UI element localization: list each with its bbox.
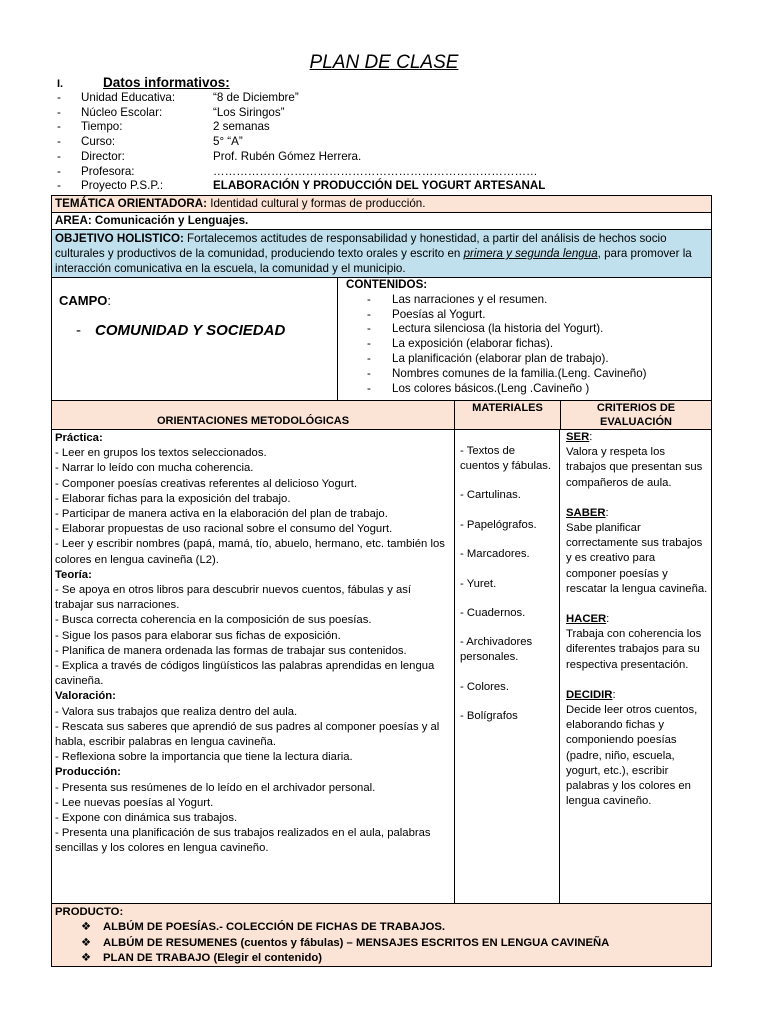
producto-text: ALBÚM DE POESÍAS.- COLECCIÓN DE FICHAS DE TRABAJOS. [103,921,446,934]
material-item: - Textos de cuentos y fábulas. [460,445,552,472]
orientacion-item: - Participar de manera activa en la elaboración del plan de trabajo. [55,508,388,521]
orientacion-item: - Elaborar propuestas de uso racional sobre el consumo del Yogurt. [55,523,393,536]
tematica-label: TEMÁTICA ORIENTADORA: [55,197,207,210]
orientacion-item: - Valora sus trabajos que realiza dentro del aula. [55,705,298,718]
orientacion-item: - Componer poesías creativas referentes al delicioso Yogurt. [55,477,358,490]
datos-label: Curso: [81,135,116,149]
criterio-label: DECIDIR [566,688,613,701]
producto-item [55,951,708,966]
datos-dash: - [57,149,61,163]
campo-contenidos-row [52,278,711,401]
material-item: - Colores. [460,680,509,693]
criterio-text: Trabaja con coherencia los diferentes trabajos para su respectiva presentación. [566,628,702,671]
contenidos-list [346,293,711,397]
contenido-dash: - [367,351,371,365]
contenido-item [346,322,711,337]
datos-label: Núcleo Escolar: [81,105,163,119]
producto-heading: PRODUCTO: [55,906,124,918]
criterio-label: SER [566,431,590,443]
criterio-block [566,506,708,597]
contenido-dash: - [367,381,371,395]
criterio-heading [566,430,708,445]
contenido-dash: - [367,322,371,336]
objetivo-text-1: Fortalecemos actitudes de responsabilidad y honestidad, a partir del análisis de hechos socio culturales y productivos de la comunidad, produciendo texto orales y escrito en [55,232,667,260]
contenidos-heading: CONTENIDOS: [346,278,428,291]
datos-dash: - [57,91,61,104]
contenidos-cell [338,278,711,400]
criterio-heading [566,688,708,703]
orientacion-item: - Lee nuevas poesías al Yogurt. [55,796,214,809]
tematica-text: Identidad cultural y formas de producción. [207,197,426,210]
orientacion-item: - Presenta una planificación de sus trabajos realizados en el aula, palabras sencillas y los colores en lengua cavineño. [55,827,431,855]
criterio-colon: : [589,431,593,443]
campo-value: - COMUNIDAD Y SOCIEDAD [76,322,286,339]
material-item: - Papelógrafos. [460,518,537,531]
diamond-bullet-icon: ❖ [81,952,92,965]
campo-label: CAMPO: [59,293,112,308]
material-item: - Archivadores personales. [460,636,533,664]
area-row [52,213,711,230]
datos-row [57,120,717,135]
orientacion-item: - Se apoya en otros libros para descubrir nuevos cuentos, fábulas y así trabajar sus narraciones. [55,584,412,612]
diamond-bullet-icon: ❖ [81,936,92,949]
datos-value: ELABORACIÓN Y PRODUCCIÓN DEL YOGURT ARTESANAL [213,179,546,193]
orientacion-item: - Rescata sus saberes que aprendió de sus padres al componer poesías y al habla, escribir palabras en lengua cavineña. [55,720,440,749]
datos-value: Prof. Rubén Gómez Herrera. [213,149,362,163]
criterio-heading [566,612,708,627]
criterio-text: Valora y respeta los trabajos que presentan sus compañeros de aula. [566,446,703,489]
section-numeral: I. [57,78,64,90]
orientacion-item: - Leer y escribir nombres (papá, mamá, tío, abuelo, hermano, etc. también los colores en lengua cavineña (L2). [55,538,445,566]
orientacion-item: - Narrar lo leído con mucha coherencia. [55,462,254,475]
datos-dash: - [57,120,61,134]
criterio-text: Sabe planificar correctamente sus trabajos y es creativo para componer poesías y rescatar la lengua cavineña. [566,522,708,595]
orientacion-section-label: Valoración: [55,690,116,703]
orientacion-item: - Leer en grupos los textos seleccionados. [55,447,267,460]
datos-row [57,135,717,150]
orientacion-item: - Sigue los pasos para elaborar sus fichas de exposición. [55,629,341,642]
orientacion-item: - Reflexiona sobre la importancia que tiene la lectura diaria. [55,751,353,764]
criterio-block [566,612,708,673]
producto-row [52,904,711,966]
main-row [52,430,711,904]
datos-row [57,106,717,121]
datos-row [57,150,717,165]
orientacion-item: - Busca correcta coherencia en la composición de sus poesías. [55,614,372,627]
contenido-item [346,337,711,352]
material-item: - Yuret. [460,577,497,590]
material-item: - Bolígrafos [460,710,518,723]
datos-informativos [57,76,717,194]
producto-text: ALBÚM DE RESUMENES (cuentos y fábulas) – MENSAJES ESCRITOS EN LENGUA CAVINEÑA [103,936,610,949]
criterio-colon: : [605,506,609,519]
orientacion-item: - Planifica de manera ordenada las formas de trabajar sus contenidos. [55,644,407,657]
orientacion-section-label: Teoría: [55,568,92,581]
datos-dash: - [57,179,61,193]
contenido-item [346,382,711,397]
diamond-bullet-icon: ❖ [81,921,92,934]
datos-heading [57,76,717,91]
material-item: - Cuadernos. [460,606,526,619]
criterios-column [560,430,711,903]
producto-text: PLAN DE TRABAJO (Elegir el contenido) [103,952,323,965]
campo-cell [52,278,338,400]
plan-table [51,195,712,967]
contenido-dash: - [367,337,371,351]
criterio-label: SABER [566,506,606,519]
datos-row [57,91,717,106]
orientacion-section-label: Producción: [55,766,121,779]
criterio-heading [566,506,708,521]
contenido-text: Lectura silenciosa (la historia del Yogurt). [392,322,604,336]
criterio-block [566,688,708,810]
contenido-text: Las narraciones y el resumen. [392,292,548,306]
contenido-item [346,308,711,323]
orientaciones-column [52,430,455,903]
orientacion-item: - Explica a través de códigos lingüísticos las palabras aprendidas en lengua cavineña. [55,660,435,688]
objetivo-emphasis: primera y segunda lengua [463,247,598,260]
contenido-text: Poesías al Yogurt. [392,307,486,321]
producto-item [55,920,708,935]
orientacion-item: - Presenta sus resúmenes de lo leído en el archivador personal. [55,781,376,794]
contenido-dash: - [367,292,371,306]
producto-list [55,920,708,966]
material-item: - Cartulinas. [460,489,521,502]
criterio-text: Decide leer otros cuentos, elaborando fichas y componiendo poesías (padre, niño, escuela, yogurt, etc.), escribir palabras y los colores en lengua cavineño. [566,704,698,808]
document-title: PLAN DE CLASE [309,52,459,73]
materiales-column [455,430,560,903]
datos-row [57,179,717,194]
header-materiales: MATERIALES [455,401,561,429]
header-row [52,401,711,430]
contenido-text: La planificación (elaborar plan de trabajo). [392,351,609,365]
orientacion-item: - Elaborar fichas para la exposición del trabajo. [55,492,291,505]
contenido-item [346,352,711,367]
area-label: AREA: Comunicación y Lenguajes. [55,214,249,227]
datos-row [57,165,717,180]
datos-value: 2 semanas [213,120,270,134]
datos-label: Unidad Educativa: [81,91,176,104]
datos-value: “Los Siringos” [213,105,285,119]
criterio-block [566,430,708,491]
section-heading: Datos informativos: [103,75,230,90]
objetivo-text-2: , para promover la interacción comunicativa en la escuela, la comunidad y el municipio. [55,247,692,275]
material-item: - Marcadores. [460,548,530,561]
contenido-text: La exposición (elaborar fichas). [392,337,554,351]
datos-label: Director: [81,149,125,163]
datos-value: 5° “A” [213,135,243,149]
orientacion-section-label: Práctica: [55,432,103,444]
orientacion-item: - Expone con dinámica sus trabajos. [55,812,238,825]
header-criterios: CRITERIOS DE EVALUACIÓN [596,402,676,428]
tematica-row [52,196,711,213]
contenido-item [346,367,711,382]
datos-rows [57,91,717,194]
contenido-item [346,293,711,308]
objetivo-row [52,230,711,278]
criterio-colon: : [612,688,616,701]
datos-dash: - [57,135,61,149]
datos-label: Profesora: [81,164,135,178]
contenido-dash: - [367,307,371,321]
criterio-label: HACER [566,613,607,626]
contenido-text: Nombres comunes de la familia.(Leng. Cavineño) [392,366,647,380]
datos-dash: - [57,105,61,119]
criterio-colon: : [606,613,610,626]
header-orientaciones: ORIENTACIONES METODOLÓGICAS [52,401,455,429]
datos-label: Proyecto P.S.P.: [81,179,164,193]
datos-value: “8 de Diciembre” [213,91,299,104]
objetivo-label: OBJETIVO HOLISTICO: [55,232,184,245]
datos-label: Tiempo: [81,120,123,134]
datos-dash: - [57,164,61,178]
datos-value: ………………………………………………………………………… [213,164,538,178]
contenido-text: Los colores básicos.(Leng .Cavineño ) [392,381,590,395]
contenido-dash: - [367,366,371,380]
producto-item [55,936,708,951]
